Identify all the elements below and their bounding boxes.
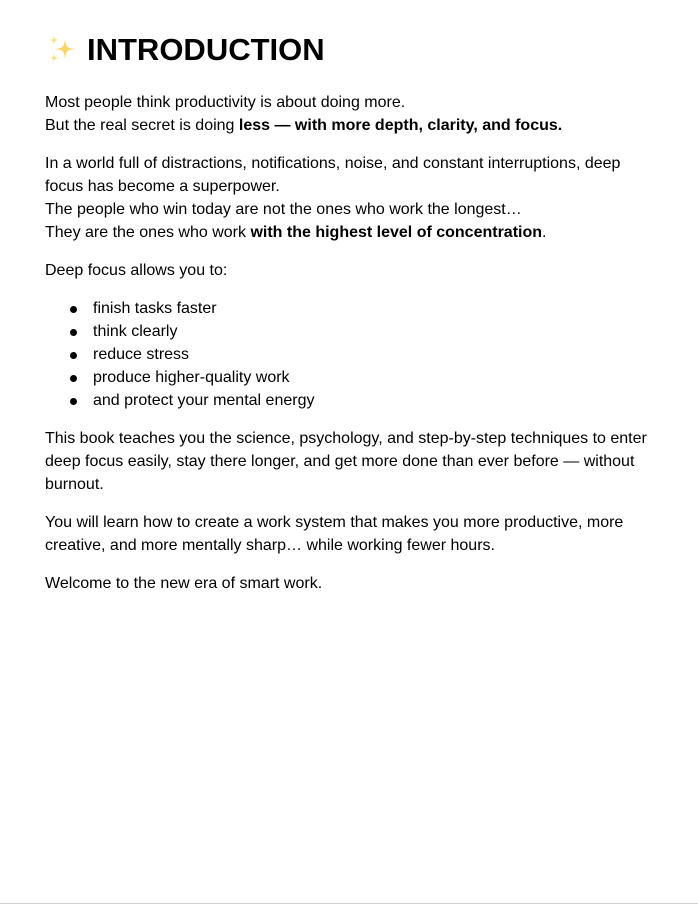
sparkles-icon	[45, 33, 79, 67]
list-item	[69, 343, 655, 366]
list-item	[69, 297, 655, 320]
list-item-text: finish tasks faster	[93, 300, 217, 317]
paragraph-line	[45, 114, 655, 137]
paragraph-line	[45, 221, 655, 244]
paragraph-you-will-learn: You will learn how to create a work system that makes you more productive, more creative, and more mentally sharp… while working fewer hours.	[45, 514, 624, 554]
heading-title: INTRODUCTION	[87, 32, 325, 67]
list-item-text: reduce stress	[93, 346, 190, 363]
list-item	[69, 366, 655, 389]
list-item-text: think clearly	[93, 323, 178, 340]
paragraph-intro	[45, 91, 655, 137]
section-heading	[45, 30, 655, 70]
paragraph-welcome: Welcome to the new era of smart work.	[45, 575, 323, 592]
list-item	[69, 389, 655, 412]
paragraph-lead-in: Deep focus allows you to:	[45, 262, 228, 279]
benefits-list	[45, 297, 655, 412]
list-item	[69, 320, 655, 343]
bullet-icon	[70, 375, 77, 382]
bold-text: with the highest level of concentration	[250, 224, 543, 241]
text-span: They are the ones who work	[45, 224, 251, 241]
document-content	[45, 30, 655, 595]
paragraph-book-teaches: This book teaches you the science, psychology, and step-by-step techniques to enter deep focus easily, stay there longer, and get more done than ever before — without burnout.	[45, 430, 647, 493]
bullet-icon	[70, 352, 77, 359]
list-item-text: and protect your mental energy	[93, 392, 315, 409]
text-span: .	[542, 224, 547, 241]
list-item-text: produce higher-quality work	[93, 369, 290, 386]
bullet-icon	[70, 306, 77, 313]
paragraph-line: In a world full of distractions, notifications, noise, and constant interruptions, deep focus has become a superpower.	[45, 155, 621, 195]
bullet-icon	[70, 329, 77, 336]
paragraph-distractions	[45, 152, 655, 244]
paragraph-line: Most people think productivity is about doing more.	[45, 94, 406, 111]
paragraph-line: The people who win today are not the ones who work the longest…	[45, 201, 522, 218]
bullet-icon	[70, 398, 77, 405]
bold-text: less — with more depth, clarity, and focus.	[238, 117, 563, 134]
text-span: But the real secret is doing	[45, 117, 239, 134]
